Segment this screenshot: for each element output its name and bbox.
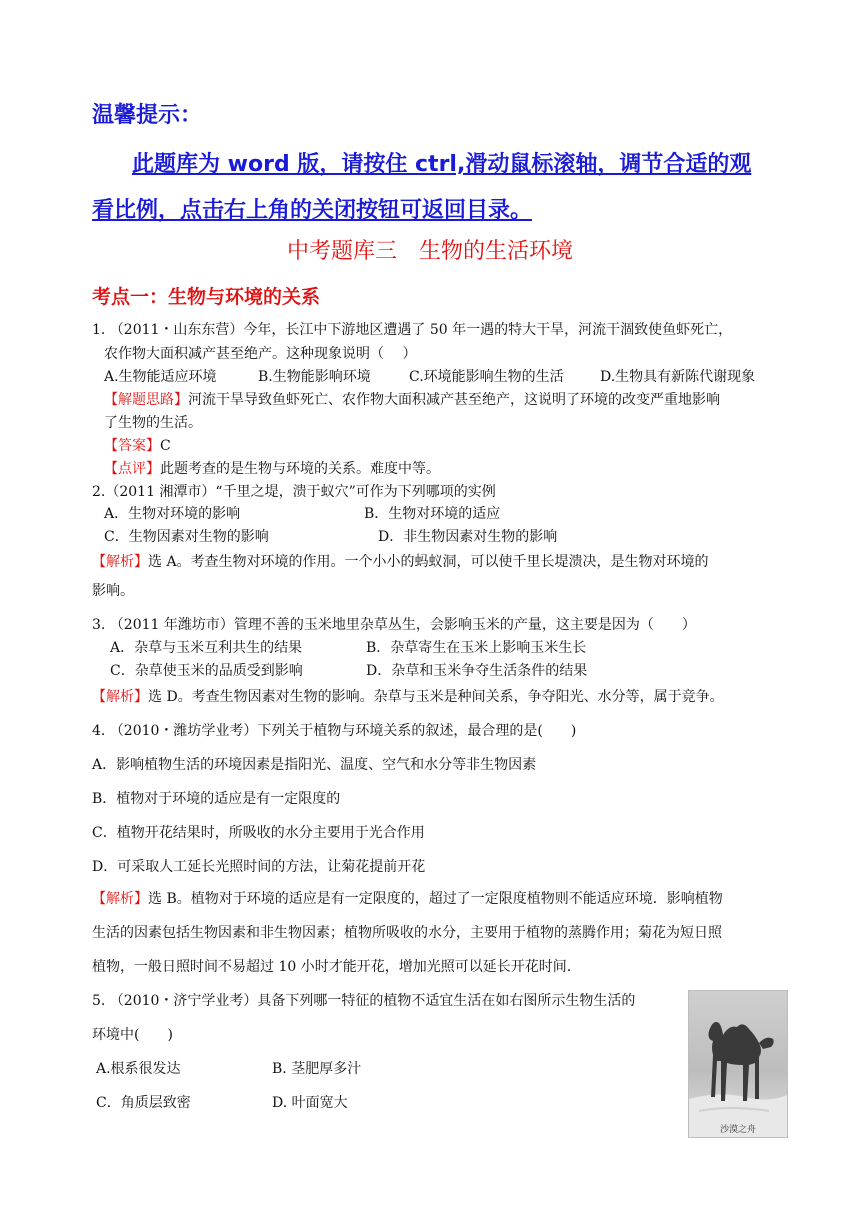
camel-image	[688, 990, 788, 1138]
q1-answer-line	[104, 435, 171, 455]
q5-option-a: A.根系很发达	[96, 1061, 181, 1077]
q4-option-c: C．植物开花结果时，所吸收的水分主要用于光合作用	[92, 825, 425, 841]
q5-option-c: C．角质层致密	[96, 1095, 191, 1111]
q2-analysis-line-1	[92, 551, 709, 571]
q3-option-d: D．杂草和玉米争夺生活条件的结果	[366, 663, 588, 679]
q1-answer: C	[160, 438, 171, 454]
q4-analysis-line-2: 生活的因素包括生物因素和非生物因素；植物所吸收的水分，主要用于植物的蒸腾作用；菊花为短日照	[92, 925, 722, 941]
q4-analysis-tag: 【解析】	[92, 891, 148, 907]
q2-option-d: D．非生物因素对生物的影响	[378, 529, 558, 545]
q1-comment-line	[104, 458, 440, 478]
q1-stem-1: 1. （2011・山东东营）今年，长江中下游地区遭遇了 50 年一遇的特大干旱，河流干涸致使鱼虾死亡，	[92, 322, 733, 338]
q3-analysis-text: 选 D。考查生物因素对生物的影响。杂草与玉米是种间关系，争夺阳光、水分等，属于竞争。	[148, 689, 724, 705]
q4-option-b: B．植物对于环境的适应是有一定限度的	[92, 791, 341, 807]
image-caption: 沙漠之舟	[719, 1125, 756, 1135]
q5-option-b: B. 茎肥厚多汁	[272, 1061, 362, 1077]
q3-option-b: B．杂草寄生在玉米上影响玉米生长	[366, 640, 587, 656]
page-title: 中考题库三 生物的生活环境	[286, 239, 573, 264]
q1-idea-tag: 【解题思路】	[104, 392, 188, 408]
q5-stem-2: 环境中( )	[92, 1027, 173, 1043]
q3-analysis-tag: 【解析】	[92, 689, 148, 705]
tip-line-1: 此题库为 word 版，请按住 ctrl,滑动鼠标滚轴，调节合适的观	[132, 152, 752, 177]
tip-line-2: 看比例，点击右上角的关闭按钮可返回目录。	[92, 198, 533, 223]
camel-illustration	[689, 991, 787, 1137]
q1-comment: 此题考查的是生物与环境的关系。难度中等。	[160, 461, 440, 477]
q2-stem: 2.（2011 湘潭市）“千里之堤，溃于蚁穴”可作为下列哪项的实例	[92, 484, 496, 500]
q1-option-c: C.环境能影响生物的生活	[409, 369, 564, 385]
q1-idea-line-1	[104, 389, 720, 409]
q1-idea-text-1: 河流干旱导致鱼虾死亡、农作物大面积减产甚至绝产，这说明了环境的改变严重地影响	[188, 392, 720, 408]
q4-option-a: A．影响植物生活的环境因素是指阳光、温度、空气和水分等非生物因素	[92, 757, 537, 773]
q4-analysis-line-1	[92, 888, 723, 908]
q4-option-d: D．可采取人工延长光照时间的方法，让菊花提前开花	[92, 859, 426, 875]
section-title: 考点一：生物与环境的关系	[92, 286, 321, 308]
q2-option-b: B．生物对环境的适应	[364, 506, 501, 522]
q3-option-a: A．杂草与玉米互利共生的结果	[110, 640, 303, 656]
q1-option-d: D.生物具有新陈代谢现象	[600, 369, 756, 385]
q2-option-a: A．生物对环境的影响	[104, 506, 241, 522]
q2-analysis-text-1: 选 A。考查生物对环境的作用。一个小小的蚂蚁洞，可以使千里长堤溃决，是生物对环境的	[148, 554, 709, 570]
q3-option-c: C．杂草使玉米的品质受到影响	[110, 663, 303, 679]
q3-analysis-line	[92, 686, 724, 706]
q2-analysis-line-2: 影响。	[92, 583, 134, 599]
q1-answer-tag: 【答案】	[104, 438, 160, 454]
q4-stem: 4. （2010・潍坊学业考）下列关于植物与环境关系的叙述，最合理的是( )	[92, 723, 577, 739]
q1-stem-2: 农作物大面积减产甚至绝产。这种现象说明（ ）	[104, 346, 417, 362]
q1-idea-line-2: 了生物的生活。	[104, 415, 202, 431]
tip-title: 温馨提示：	[92, 103, 203, 128]
q4-analysis-line-3: 植物，一般日照时间不易超过 10 小时才能开花，增加光照可以延长开花时间.	[92, 959, 572, 975]
q1-comment-tag: 【点评】	[104, 461, 160, 477]
q1-option-b: B.生物能影响环境	[258, 369, 371, 385]
q4-analysis-text-1: 选 B。植物对于环境的适应是有一定限度的，超过了一定限度植物则不能适应环境．影响植物	[148, 891, 723, 907]
q2-analysis-tag: 【解析】	[92, 554, 148, 570]
q5-stem-1: 5. （2010・济宁学业考）具备下列哪一特征的植物不适宜生活在如右图所示生物生活的	[92, 993, 636, 1009]
q3-stem: 3. （2011 年潍坊市）管理不善的玉米地里杂草丛生，会影响玉米的产量，这主要是因为（ ）	[92, 617, 696, 633]
q5-option-d: D. 叶面宽大	[272, 1095, 348, 1111]
q1-option-a: A.生物能适应环境	[104, 369, 217, 385]
q2-option-c: C．生物因素对生物的影响	[104, 529, 269, 545]
